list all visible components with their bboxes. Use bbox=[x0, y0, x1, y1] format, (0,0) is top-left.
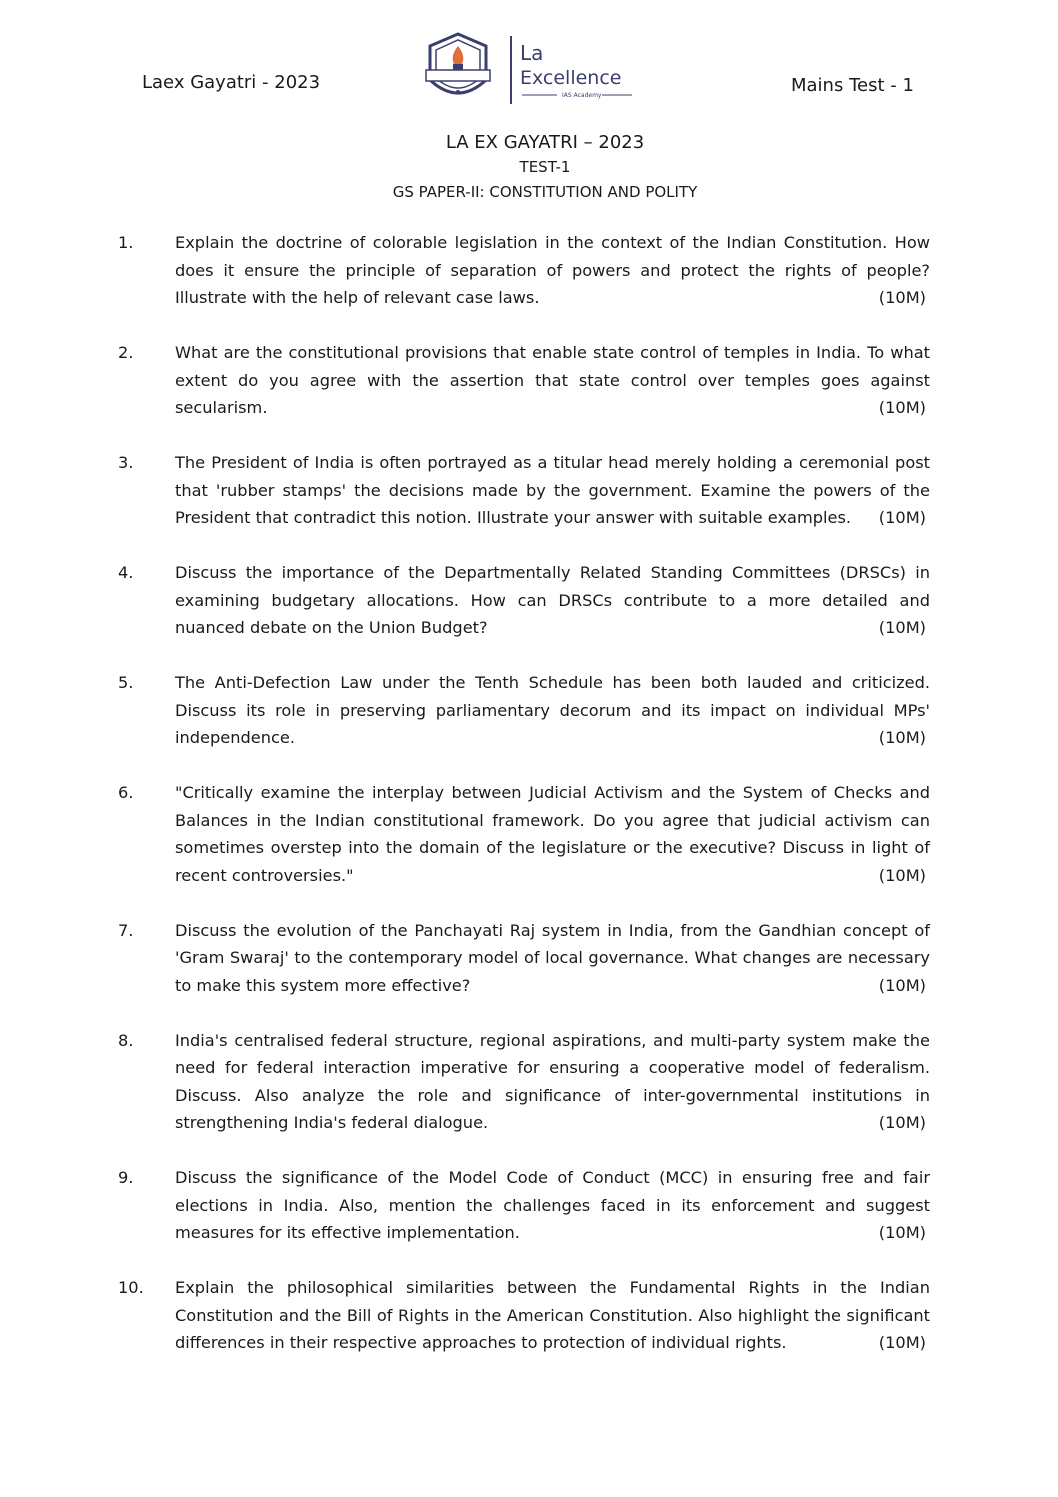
question-number: 10. bbox=[118, 1278, 144, 1297]
question-item bbox=[118, 779, 930, 889]
question-number: 1. bbox=[118, 233, 134, 252]
question-item bbox=[118, 1164, 930, 1247]
svg-text:Excellence: Excellence bbox=[520, 67, 622, 89]
question-marks: (10M) bbox=[878, 398, 926, 417]
question-text bbox=[175, 1164, 930, 1247]
header-right-text: Mains Test - 1 bbox=[791, 75, 914, 96]
question-marks: (10M) bbox=[878, 508, 926, 527]
question-item bbox=[118, 1274, 930, 1357]
question-text bbox=[175, 1027, 930, 1137]
question-item bbox=[118, 917, 930, 1000]
svg-text:La: La bbox=[520, 41, 544, 65]
question-text bbox=[175, 917, 930, 1000]
question-marks: (10M) bbox=[878, 618, 926, 637]
question-marks: (10M) bbox=[878, 1333, 926, 1352]
question-text bbox=[175, 559, 930, 642]
paper-title: GS PAPER-II: CONSTITUTION AND POLITY bbox=[392, 183, 698, 201]
question-body: The President of India is often portrayed as a titular head merely holding a ceremonial post that 'rubber stamps' the decisions made by the government. Examine the powers of the President that contradict this notion. Illustrate your answer with suitable examples. bbox=[175, 453, 930, 527]
question-number: 7. bbox=[118, 920, 134, 940]
question-item bbox=[118, 449, 930, 532]
question-body: Discuss the significance of the Model Code of Conduct (MCC) in ensuring free and fair elections in India. Also, mention the challenges faced in its enforcement and suggest measures for its effective implementation. bbox=[175, 1168, 930, 1242]
question-marks: (10M) bbox=[878, 1113, 926, 1132]
header-left-text: Laex Gayatri - 2023 bbox=[142, 72, 321, 93]
question-body: Explain the doctrine of colorable legislation in the context of the Indian Constitution. How does it ensure the principle of separation of powers and protect the rights of people? Illustrate with the help of relevant case laws. bbox=[175, 233, 930, 307]
question-number: 6. bbox=[118, 783, 134, 802]
question-number: 5. bbox=[118, 673, 134, 692]
question-number: 8. bbox=[118, 1030, 134, 1050]
question-text bbox=[175, 669, 930, 752]
question-marks: (10M) bbox=[878, 728, 926, 747]
title-block bbox=[0, 131, 1058, 205]
question-body: What are the constitutional provisions that enable state control of temples in India. To what extent do you agree with the assertion that state control over temples goes against secularism. bbox=[175, 343, 930, 417]
question-body: "Critically examine the interplay between Judicial Activism and the System of Checks and Balances in the Indian constitutional framework. Do you agree that judicial activism can sometimes overstep into the domain of the legislature or the executive? Discuss in light of recent controversies." bbox=[175, 783, 930, 885]
question-text bbox=[175, 339, 930, 422]
question-item bbox=[118, 339, 930, 422]
svg-text:IAS Academy: IAS Academy bbox=[562, 92, 602, 99]
question-marks: (10M) bbox=[878, 1223, 926, 1242]
question-number: 2. bbox=[118, 343, 134, 362]
question-body: Explain the philosophical similarities between the Fundamental Rights in the Indian Constitution and the Bill of Rights in the American Constitution. Also highlight the significant differences in their respective approaches to protection of individual rights. bbox=[175, 1278, 930, 1352]
question-text bbox=[175, 1274, 930, 1357]
question-number: 3. bbox=[118, 453, 134, 472]
question-item bbox=[118, 229, 930, 312]
question-marks: (10M) bbox=[878, 975, 926, 995]
question-number: 9. bbox=[118, 1168, 134, 1187]
test-number: TEST-1 bbox=[519, 158, 571, 176]
academy-logo bbox=[422, 32, 642, 108]
question-item bbox=[118, 1027, 930, 1137]
question-body: India's centralised federal structure, regional aspirations, and multi-party system make the need for federal interaction imperative for ensuring a cooperative model of federalism. Discuss. Also analyze the role and significance of inter-governmental institutions in strengthening India's federal dialogue. bbox=[175, 1030, 930, 1132]
question-body: Discuss the importance of the Departmentally Related Standing Committees (DRSCs) in examining budgetary allocations. How can DRSCs contribute to a more detailed and nuanced debate on the Union Budget? bbox=[175, 563, 930, 637]
question-body: The Anti-Defection Law under the Tenth Schedule has been both lauded and criticized. Discuss its role in preserving parliamentary decorum and its impact on individual MPs' independence. bbox=[175, 673, 930, 747]
question-text bbox=[175, 449, 930, 532]
question-list bbox=[118, 229, 930, 1384]
question-item bbox=[118, 669, 930, 752]
test-series-title: LA EX GAYATRI – 2023 bbox=[445, 132, 645, 153]
question-text bbox=[175, 779, 930, 889]
question-item bbox=[118, 559, 930, 642]
question-body: Discuss the evolution of the Panchayati Raj system in India, from the Gandhian concept of 'Gram Swaraj' to the contemporary model of local governance. What changes are necessary to make this system more effective? bbox=[175, 920, 930, 995]
question-marks: (10M) bbox=[878, 288, 926, 307]
question-marks: (10M) bbox=[878, 865, 926, 885]
question-text bbox=[175, 229, 930, 312]
question-number: 4. bbox=[118, 563, 134, 582]
